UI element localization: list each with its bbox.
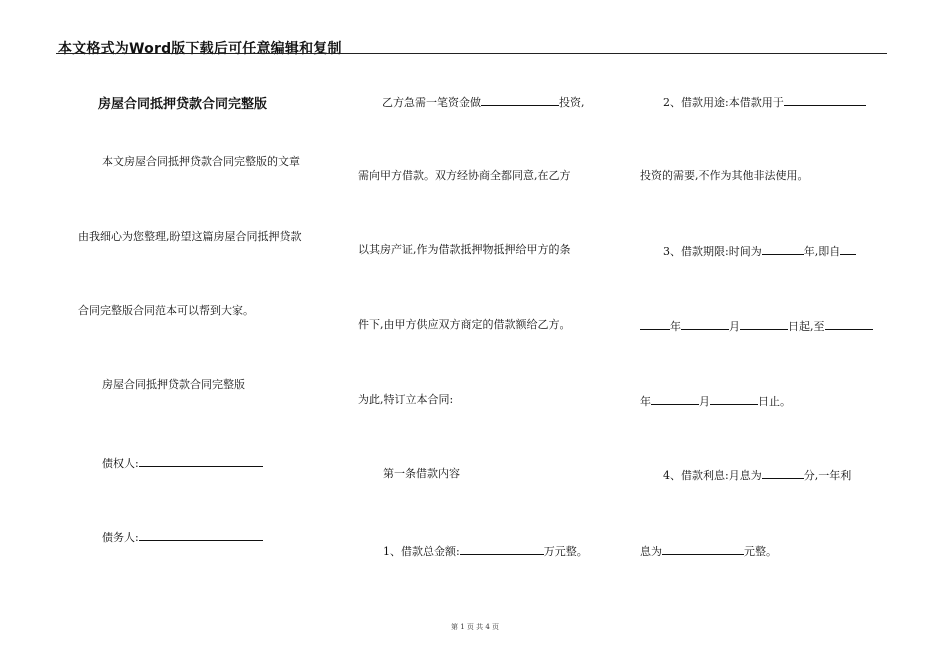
intro-line-1: 本文房屋合同抵押贷款合同完整版的文章	[102, 155, 300, 168]
blank-field	[740, 318, 788, 330]
blank-field	[640, 318, 670, 330]
text-segment: 日起,至	[788, 320, 825, 333]
text-segment: 月	[729, 320, 740, 333]
text-segment: 投资,	[559, 96, 585, 109]
blank-field	[825, 318, 873, 330]
creditor-line	[102, 455, 263, 471]
blank-field	[710, 393, 758, 405]
debtor-label: 债务人:	[102, 531, 139, 544]
text-segment: 4、借款利息:月息为	[663, 469, 762, 482]
text-segment: 3、借款期限:时间为	[663, 245, 762, 258]
interest-line	[663, 467, 851, 483]
col2-line-4: 件下,由甲方供应双方商定的借款额给乙方。	[358, 318, 571, 331]
loan-purpose-line	[382, 94, 585, 110]
text-segment: 万元整。	[543, 545, 588, 558]
debtor-line	[102, 529, 263, 545]
creditor-blank	[139, 455, 263, 467]
usage-line	[663, 94, 866, 110]
total-amount-line	[383, 543, 588, 559]
blank-field	[651, 393, 699, 405]
blank-field	[481, 94, 559, 106]
text-segment: 日止。	[758, 395, 791, 408]
col3-line-2: 投资的需要,不作为其他非法使用。	[640, 169, 809, 182]
term-start-line	[640, 318, 873, 334]
blank-field	[762, 467, 804, 479]
blank-field	[662, 543, 744, 555]
blank-field	[460, 543, 544, 555]
text-segment: 2、借款用途:本借款用于	[663, 96, 784, 109]
page-header: 本文格式为Word版下载后可任意编辑和复制	[58, 41, 342, 57]
page-number: 第 1 页 共 4 页	[450, 623, 500, 631]
col2-line-3: 以其房产证,作为借款抵押物抵押给甲方的条	[358, 243, 571, 256]
text-segment: 乙方急需一笔资金做	[382, 96, 481, 109]
debtor-blank	[139, 529, 263, 541]
col2-line-2: 需向甲方借款。双方经协商全都同意,在乙方	[358, 169, 571, 182]
blank-field	[681, 318, 729, 330]
text-segment: 月	[699, 395, 710, 408]
intro-line-3: 合同完整版合同范本可以帮到大家。	[78, 304, 254, 317]
text-segment: 分,一年利	[803, 469, 852, 482]
blank-field	[784, 94, 866, 106]
interest-total-line	[640, 543, 777, 559]
blank-field	[762, 243, 804, 255]
section-heading: 第一条借款内容	[383, 467, 460, 480]
term-line	[663, 243, 856, 259]
text-segment: 元整。	[744, 545, 777, 558]
subtitle-line: 房屋合同抵押贷款合同完整版	[102, 378, 245, 391]
text-segment: 息为	[640, 545, 662, 558]
creditor-label: 债权人:	[102, 457, 139, 470]
text-segment: 1、借款总金额:	[383, 545, 460, 558]
text-segment: 年,即自	[803, 245, 841, 258]
text-segment: 年	[640, 395, 651, 408]
col2-line-5: 为此,特订立本合同:	[358, 393, 454, 406]
text-segment: 年	[670, 320, 681, 333]
intro-line-2: 由我细心为您整理,盼望这篇房屋合同抵押贷款	[78, 230, 302, 243]
term-end-line	[640, 393, 791, 409]
header-divider	[56, 53, 887, 54]
document-title: 房屋合同抵押贷款合同完整版	[98, 97, 268, 112]
blank-field	[840, 243, 856, 255]
